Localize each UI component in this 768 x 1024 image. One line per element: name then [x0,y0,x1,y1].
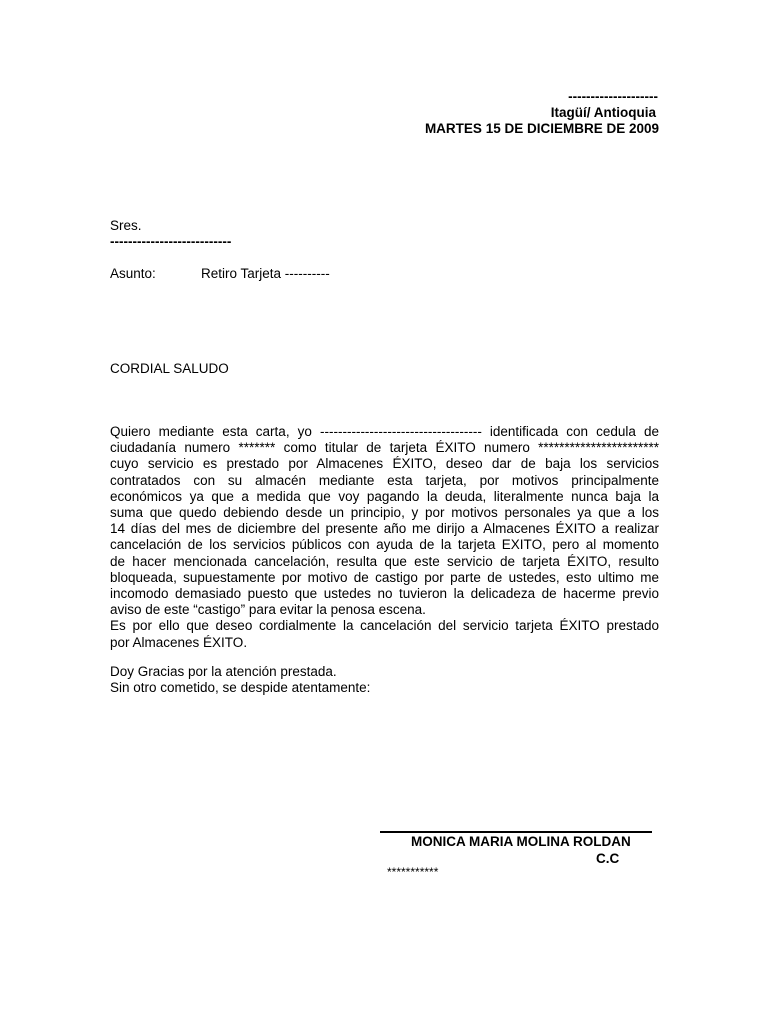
header-dashes: -------------------- [568,89,658,104]
recipient-salutation: Sres. [110,218,142,233]
body-paragraph-2 [110,618,659,650]
header-city: Itagüí/ Antioquia [550,105,656,120]
body-line: Quiero mediante esta carta, yo ------------------------------------ identificada con cedula de [110,424,659,439]
subject-label: Asunto: [110,266,156,281]
body-paragraph-1 [110,424,659,618]
body-line: contratados con su almacén mediante esta tarjeta, por motivos principalmente [110,472,659,488]
header-date: MARTES 15 DE DICIEMBRE DE 2009 [424,121,659,136]
body-line: económicos ya que a medida que voy pagando la deuda, literalmente nunca baja la [110,488,659,504]
body-line: bloqueada, supuestamente por motivo de castigo por parte de ustedes, esto ultimo me [110,569,659,585]
subject-value: Retiro Tarjeta ---------- [201,266,330,281]
signature-cc-value: *********** [387,865,439,879]
body-line: cancelación de los servicios públicos con ayuda de la tarjeta EXITO, pero al momento [110,537,659,553]
body-line: cuyo servicio es prestado por Almacenes ÉXITO, deseo dar de baja los servicios [110,456,659,472]
body-line: suma que quedo debiendo desde un principio, y por motivos personales ya que a los [110,505,659,521]
letter-body [110,424,659,651]
body-line: de hacer mencionada cancelación, resulta que este servicio de tarjeta ÉXITO, resulto [110,553,659,569]
body-line: incomodo demasiado puesto que ustedes no tuvieron la delicadeza de hacerme previo [110,586,659,602]
body-line: aviso de este “castigo” para evitar la penosa escena. [110,602,426,618]
body-line: por Almacenes ÉXITO. [110,634,248,650]
signature-line [380,831,652,833]
closing-farewell: Sin otro cometido, se despide atentamente: [110,680,371,695]
greeting: CORDIAL SALUDO [110,361,229,376]
body-line: Es por ello que deseo cordialmente la cancelación del servicio tarjeta ÉXITO prestado [110,618,659,634]
signature-cc-label: C.C [596,851,620,866]
closing-thanks: Doy Gracias por la atención prestada. [110,664,337,679]
signature-name: MONICA MARIA MOLINA ROLDAN [411,834,631,849]
body-line: 14 días del mes de diciembre del presente año me dirijo a Almacenes ÉXITO a realizar [110,521,659,537]
recipient-name: --------------------------- [110,234,232,249]
body-line: ciudadanía numero ******* como titular de tarjeta ÉXITO numero *********************** [110,440,659,456]
